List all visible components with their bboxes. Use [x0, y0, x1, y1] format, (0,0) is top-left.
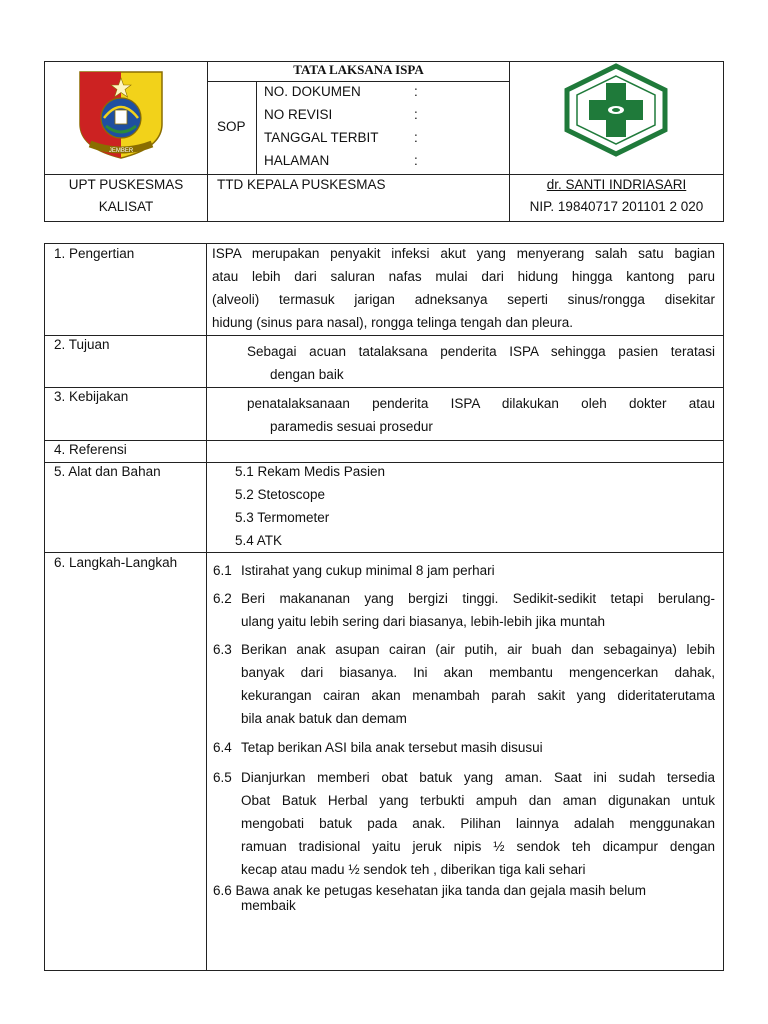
- field-sep: :: [414, 84, 418, 99]
- sop-title: TATA LAKSANA ISPA: [293, 62, 424, 77]
- section-label-tujuan: 2. Tujuan: [54, 337, 110, 352]
- org-name-line2: KALISAT: [98, 199, 154, 214]
- section-label-kebijakan: 3. Kebijakan: [54, 389, 129, 404]
- head-name: dr. SANTI INDRIASARI: [546, 177, 687, 192]
- list-item: 5.3 Termometer: [235, 510, 330, 525]
- pengertian-text: ISPA merupakan penyakit infeksi akut yang menyerang salah satu bagian atau lebih dari saluran nafas mulai dari hidung hingga kantong paru (alveoli) termasuk jarigan adneksanya seperti sinus/rongga disekitar hidung (sinus para nasal), rongga telinga tengah dan pleura.: [212, 246, 715, 330]
- svg-text:JEMBER: JEMBER: [108, 148, 134, 154]
- field-sep: :: [414, 107, 418, 122]
- section-label-alat: 5. Alat dan Bahan: [54, 464, 161, 479]
- field-sep: :: [414, 153, 418, 168]
- field-no-dokumen: NO. DOKUMEN: [264, 84, 361, 99]
- field-no-revisi: NO REVISI: [264, 107, 333, 122]
- jember-logo: [76, 66, 166, 161]
- tujuan-text: Sebagai acuan tatalaksana penderita ISPA sehingga pasien teratasi dengan baik: [247, 344, 715, 382]
- sop-label: SOP: [217, 119, 246, 134]
- list-item: 5.4 ATK: [235, 533, 283, 548]
- field-tanggal-terbit: TANGGAL TERBIT: [264, 130, 379, 145]
- ttd-label: TTD KEPALA PUSKESMAS: [217, 177, 386, 192]
- list-item: 5.1 Rekam Medis Pasien: [235, 464, 386, 479]
- list-item: 5.2 Stetoscope: [235, 487, 326, 502]
- puskesmas-logo: [563, 63, 669, 157]
- section-label-referensi: 4. Referensi: [54, 442, 127, 457]
- kebijakan-text: penatalaksanaan penderita ISPA dilakukan oleh dokter atau paramedis sesuai prosedur: [247, 396, 715, 434]
- section-label-pengertian: 1. Pengertian: [54, 246, 135, 261]
- org-name-line1: UPT PUSKESMAS: [68, 177, 184, 192]
- field-sep: :: [414, 130, 418, 145]
- head-nip: NIP. 19840717 201101 2 020: [529, 199, 704, 214]
- section-label-langkah: 6. Langkah-Langkah: [54, 555, 178, 570]
- field-halaman: HALAMAN: [264, 153, 330, 168]
- alat-list: [235, 460, 535, 552]
